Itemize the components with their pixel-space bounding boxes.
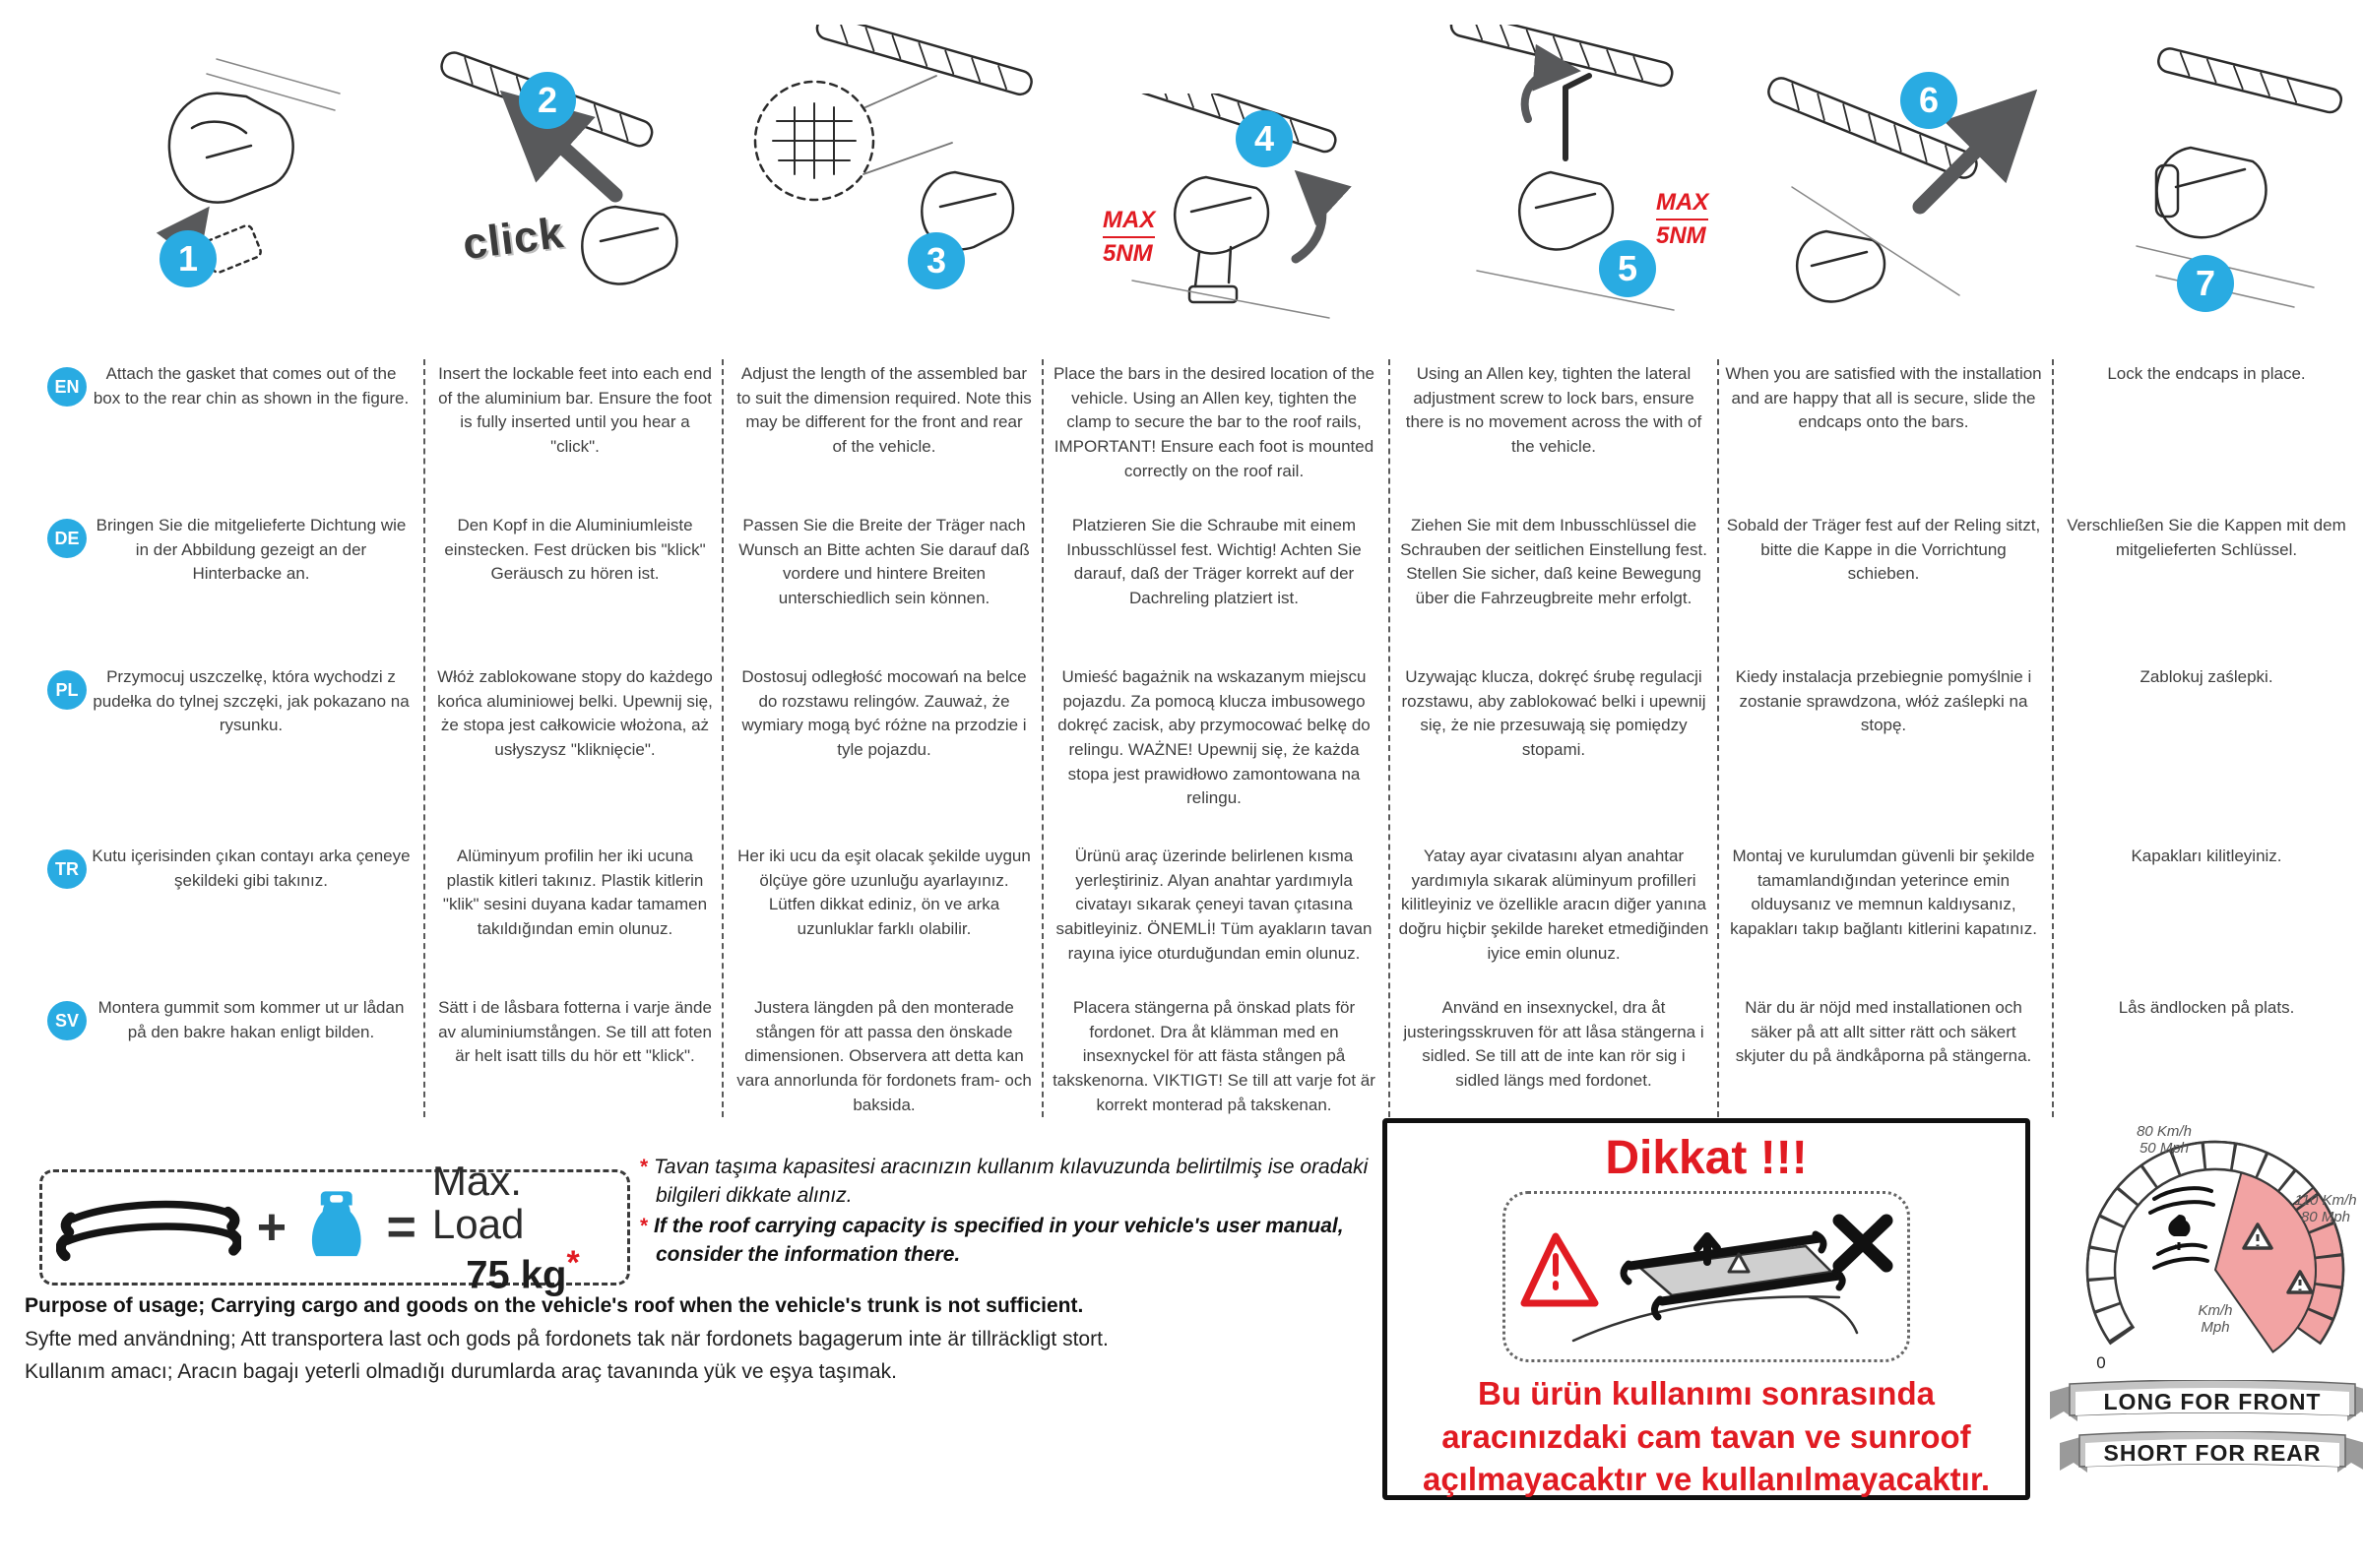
instruction-step5-tr: Yatay ayar civatasını alyan anahtar yardımıyla sıkarak alüminyum profilleri kilitleyiniz ve özellikle aracın diğer yanına doğru hiçbir şekilde hareket etmediğinden iyice emin olunuz.	[1398, 847, 1709, 963]
banner-front-label: LONG FOR FRONT	[2103, 1389, 2322, 1414]
gauge-zero: 0	[2096, 1353, 2106, 1372]
instruction-step7-sv: Lås ändlocken på plats.	[2118, 998, 2295, 1017]
instruction-step2-de: Den Kopf in die Aluminiumleiste einstecken. Fest drücken bis "klick" Geräusch zu hören ist.	[444, 516, 706, 584]
lang-badge-en: EN	[47, 367, 87, 407]
step-5-number: 5	[1599, 240, 1656, 297]
instruction-step3-pl: Dostosuj odległość mocowań na belce do rozstawu relingów. Zauważ, że wymiary mogą być różne na przodzie i tyle pojazdu.	[741, 667, 1027, 759]
instruction-step2-en: Insert the lockable feet into each end of the aluminium bar. Ensure the foot is fully inserted until you hear a "click".	[438, 364, 712, 456]
step-6-number: 6	[1900, 72, 1957, 129]
max-load-label: Max. Load	[431, 1157, 525, 1247]
step-1-illustration	[59, 39, 354, 335]
gauge-right-kmh: 110 Km/h	[2294, 1192, 2357, 1209]
gauge-right-mph: 80 Mph	[2300, 1209, 2351, 1225]
banner-short-for-rear	[2060, 1431, 2363, 1476]
banner-long-for-front	[2050, 1380, 2363, 1425]
banner-rear-label: SHORT FOR REAR	[2103, 1440, 2322, 1466]
speed-limit-gauge	[2068, 1122, 2363, 1376]
sunroof-warning-illustration	[1514, 1203, 1898, 1350]
max-load-value: 75 kg*	[466, 1243, 580, 1297]
instruction-step5-de: Ziehen Sie mit dem Inbusschlüssel die Schrauben der seitlichen Einstellung fest. Stellen Sie sicher, daß keine Bewegung über die Fahrzeugbreite mehr erfolgt.	[1400, 516, 1707, 607]
equals-sign: =	[386, 1199, 416, 1256]
roof-bars-icon	[56, 1185, 241, 1270]
instruction-step2-sv: Sätt i de låsbara fotterna i varje ände av aluminiumstången. Se till att foten är helt isatt tills du hör ett "klick".	[438, 998, 712, 1066]
instruction-step3-en: Adjust the length of the assembled bar to suit the dimension required. Note this may be different for the front and rear of the vehicle.	[736, 364, 1032, 456]
lang-badge-sv: SV	[47, 1001, 87, 1040]
column-divider	[722, 359, 724, 1117]
step-3-number: 3	[908, 232, 965, 289]
instruction-step4-en: Place the bars in the desired location of the vehicle. Using an Allen key, tighten the clamp to secure the bar to the roof rails, IMPORTANT! Ensure each foot is mounted correctly on the roof rail.	[1053, 364, 1375, 480]
instruction-step6-pl: Kiedy instalacja przebiegnie pomyślnie i zostanie sprawdzona, włóż zaślepki na stopę.	[1735, 667, 2032, 735]
instruction-step3-de: Passen Sie die Breite der Träger nach Wunsch an Bitte achten Sie darauf daß vordere und hintere Breiten unterschiedlich sein können.	[738, 516, 1030, 607]
max-torque-note-step5	[1656, 187, 1708, 251]
weight-icon	[302, 1185, 370, 1270]
max-torque-line1: MAX	[1656, 187, 1708, 220]
gauge-top-mph: 50 Mph	[2139, 1140, 2190, 1157]
instruction-step1-de: Bringen Sie die mitgelieferte Dichtung wie in der Abbildung gezeigt an der Hinterbacke an.	[96, 516, 407, 584]
gauge-top-kmh: 80 Km/h	[2137, 1123, 2192, 1140]
instruction-step3-tr: Her iki ucu da eşit olacak şekilde uygun ölçüye göre uzunluğu ayarlayınız. Lütfen dikkat ediniz, ön ve arka uzunluklar farklı olabilir.	[737, 847, 1031, 938]
purpose-tr: Kullanım amacı; Aracın bagajı yeterli olmadığı durumlarda araç tavanında yük ve eşya taşımak.	[25, 1360, 897, 1384]
max-torque-line2: 5NM	[1656, 222, 1706, 250]
instruction-step5-sv: Använd en insexnyckel, dra åt justeringsskruven för att låsa stängerna i sidled. Se till att de inte kan rör sig i sidled längs med fordonet.	[1403, 998, 1704, 1090]
click-label: click	[460, 208, 567, 270]
warning-text: Bu ürün kullanımı sonrasında aracınızdaki cam tavan ve sunroof açılmayacaktır ve kullanılmayacaktır.	[1422, 1375, 1991, 1498]
instruction-step1-en: Attach the gasket that comes out of the box to the rear chin as shown in the figure.	[93, 364, 410, 408]
warning-illustration-frame	[1502, 1191, 1910, 1362]
instruction-step5-pl: Uzywając klucza, dokręć śrubę regulacji rozstawu, aby zablokować belki i upewnij się, że nie przesuwają się pomiędzy stopami.	[1401, 667, 1706, 759]
max-load-box	[39, 1157, 630, 1297]
step-5-illustration	[1418, 25, 1713, 332]
warning-title: Dikkat !!!	[1605, 1132, 1808, 1184]
footnote-tr: * Tavan taşıma kapasitesi aracınızın kullanım kılavuzunda belirtilmiş ise oradaki bilgileri dikkate alınız.	[640, 1156, 1369, 1207]
purpose-en: Purpose of usage; Carrying cargo and goods on the vehicle's roof when the vehicle's trunk is not sufficient.	[25, 1294, 1084, 1317]
purpose-sv: Syfte med användning; Att transportera last och gods på fordonets tak när fordonets bagagerum inte är tillräckligt stort.	[25, 1327, 1109, 1350]
column-divider	[1717, 359, 1719, 1117]
lang-badge-tr: TR	[47, 849, 87, 889]
max-load-text	[431, 1157, 613, 1297]
column-divider	[1042, 359, 1044, 1117]
max-torque-note-step4	[1103, 205, 1155, 269]
step-3-illustration	[743, 25, 1039, 332]
instruction-step2-pl: Włóż zablokowane stopy do każdego końca aluminiowej belki. Upewnij się, że stopa jest całkowicie włożona, aż usłyszysz "kliknięcie".	[437, 667, 713, 759]
instruction-step1-sv: Montera gummit som kommer ut ur lådan på den bakre hakan enligt bilden.	[97, 998, 405, 1041]
column-divider	[2052, 359, 2054, 1117]
asterisk: *	[566, 1243, 580, 1282]
instruction-step7-en: Lock the endcaps in place.	[2107, 364, 2306, 383]
warning-box	[1382, 1118, 2030, 1500]
step-4-number: 4	[1236, 110, 1293, 167]
lang-badge-pl: PL	[47, 670, 87, 710]
max-torque-line1: MAX	[1103, 205, 1155, 238]
step-1-number: 1	[160, 230, 217, 287]
footnote-en: * If the roof carrying capacity is specified in your vehicle's user manual, consider the information there.	[640, 1214, 1344, 1266]
instruction-step3-sv: Justera längden på den monterade stången för att passa den önskade dimensionen. Observera att detta kan vara annorlunda för fordonets fram- och baksida.	[736, 998, 1032, 1114]
asterisk: *	[640, 1156, 649, 1178]
lang-badge-de: DE	[47, 519, 87, 558]
instruction-step6-tr: Montaj ve kurulumdan güvenli bir şekilde tamamlandığından yeterince emin olduysanız ve memnun kaldıysanız, kapakları takıp bağlantı kitlerini kapatınız.	[1730, 847, 2037, 938]
instruction-step7-pl: Zablokuj zaślepki.	[2139, 667, 2273, 686]
instruction-step4-tr: Ürünü araç üzerinde belirlenen kısma yerleştiriniz. Alyan anahtar yardımıyla civatayı sıkarak çeneyi tavan çıtasına sabitleyiniz. ÖNEMLİ! Tüm ayakların tavan rayına iyice oturduğundan emin olunuz.	[1055, 847, 1373, 963]
instruction-step7-tr: Kapakları kilitleyiniz.	[2131, 847, 2282, 865]
instruction-step4-sv: Placera stängerna på önskad plats för fordonet. Dra åt klämman med en insexnyckel för att fästa stången på takskenorna. VIKTIGT! Se till att varje fot är korrekt monterad på takskenan.	[1053, 998, 1375, 1114]
gauge-unit-mph: Mph	[2201, 1319, 2230, 1336]
column-divider	[423, 359, 425, 1117]
max-torque-line2: 5NM	[1103, 240, 1153, 268]
instruction-step1-tr: Kutu içerisinden çıkan contayı arka çeneye şekildeki gibi takınız.	[92, 847, 411, 890]
instruction-step6-en: When you are satisfied with the installation and are happy that all is secure, slide the endcaps onto the bars.	[1725, 364, 2042, 432]
instruction-step6-de: Sobald der Träger fest auf der Reling sitzt, bitte die Kappe in die Vorrichtung schieben.	[1726, 516, 2041, 584]
step-7-number: 7	[2177, 255, 2234, 312]
instruction-step6-sv: När du är nöjd med installationen och säker på att allt sitter rätt och säkert skjuter du på ändkåporna på stängerna.	[1735, 998, 2032, 1066]
step-2-number: 2	[519, 72, 576, 129]
asterisk: *	[640, 1214, 649, 1237]
gauge-unit-kmh: Km/h	[2198, 1302, 2233, 1319]
column-divider	[1388, 359, 1390, 1117]
instruction-step2-tr: Alüminyum profilin her iki ucuna plastik kitleri takınız. Plastik kitlerin "klik" sesini duyana kadar tamamen takıldığından emin olunuz.	[442, 847, 708, 938]
instruction-step1-pl: Przymocuj uszczelkę, która wychodzi z pudełka do tylnej szczęki, jak pokazano na rysunku.	[93, 667, 410, 735]
instruction-step5-en: Using an Allen key, tighten the lateral adjustment screw to lock bars, ensure there is no movement across the with of the vehicle.	[1405, 364, 1702, 456]
plus-sign: +	[256, 1199, 287, 1256]
instruction-step7-de: Verschließen Sie die Kappen mit dem mitgelieferten Schlüssel.	[2067, 516, 2346, 559]
footnotes	[640, 1154, 1408, 1272]
instruction-step4-de: Platzieren Sie die Schraube mit einem Inbusschlüssel fest. Wichtig! Achten Sie darauf, daß der Träger korrekt auf der Dachreling platziert ist.	[1066, 516, 1362, 607]
instruction-step4-pl: Umieść bagażnik na wskazanym miejscu pojazdu. Za pomocą klucza imbusowego dokręć zacisk, aby przymocować belkę do relingu. WAŻNE! Upewnij się, że każda stopa jest prawidłowo zamontowana na relingu.	[1057, 667, 1371, 808]
purpose-of-usage	[25, 1289, 1364, 1389]
